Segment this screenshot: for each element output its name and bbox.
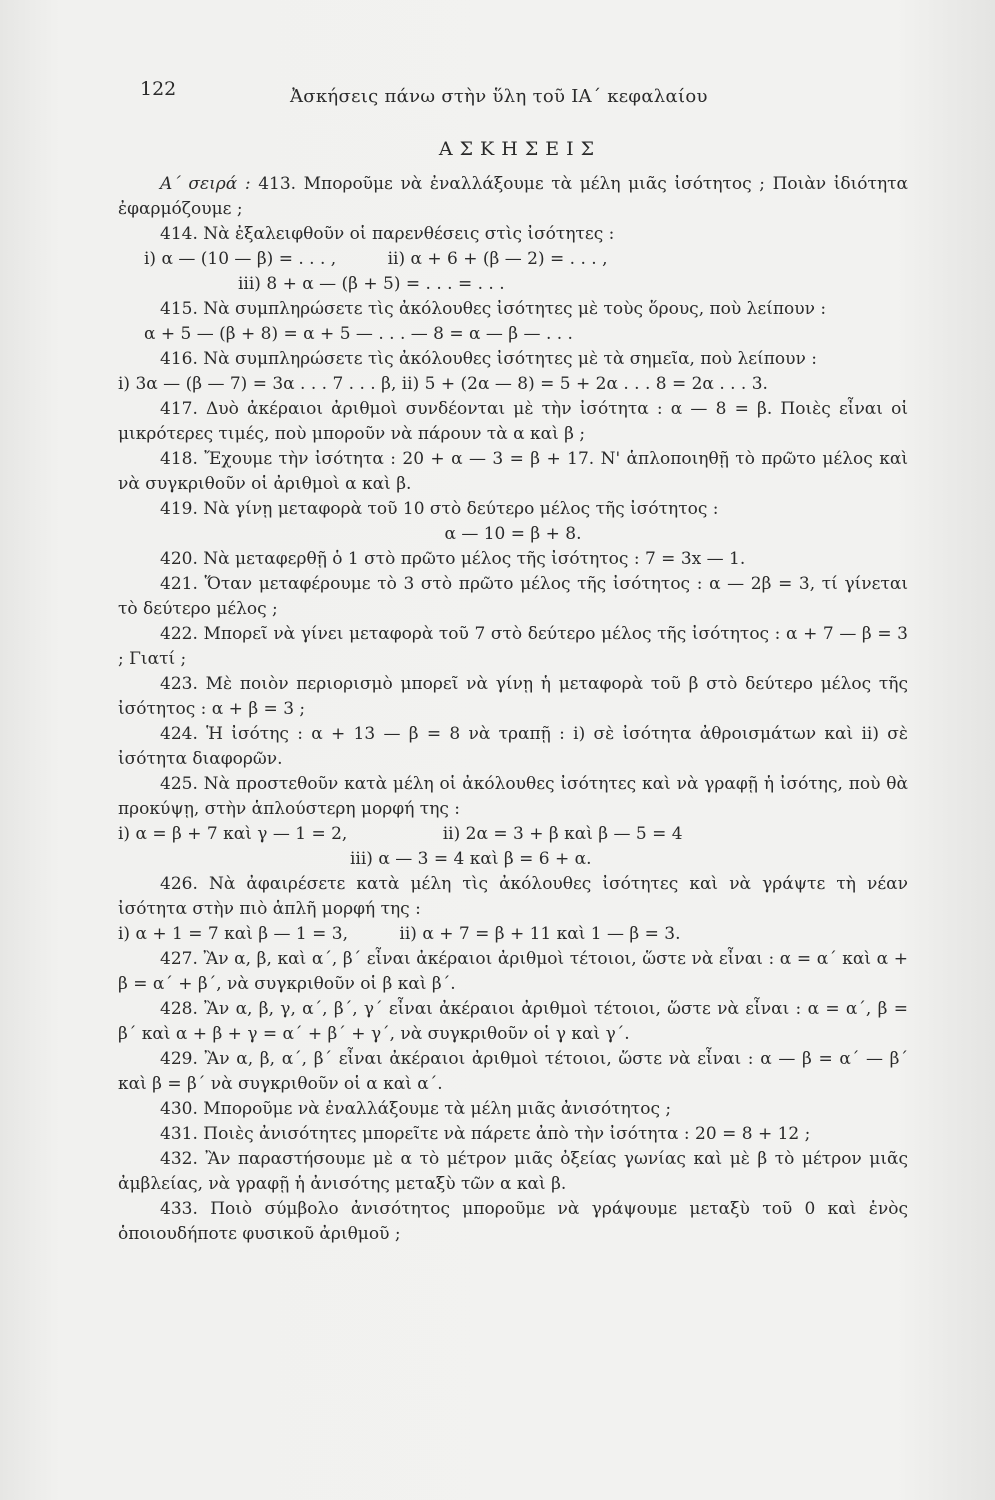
page-number: 122	[140, 78, 177, 100]
exercise-423: 423. Μὲ ποιὸν περιορισμὸ μπορεῖ νὰ γίνῃ ἡ μεταφορὰ τοῦ β στὸ δεύτερο μέλος τῆς ἰσότητος : α + β = 3 ;	[118, 674, 908, 719]
exercise-414: 414. Νὰ ἐξαλειφθοῦν οἱ παρενθέσεις στὶς ἰσότητες :	[160, 224, 615, 244]
series-label: Α΄ σειρά :	[160, 174, 251, 194]
exercise-426: 426. Νὰ ἀφαιρέσετε κατὰ μέλη τὶς ἀκόλουθες ἰσότητες καὶ νὰ γράψτε τὴ νέαν ἰσότητα στὴν πιὸ ἁπλῆ μορφή της :	[118, 874, 908, 919]
exercise-414-iii: iii) 8 + α — (β + 5) = . . . = . . .	[238, 274, 505, 294]
exercise-426-i: i) α + 1 = 7 καὶ β — 1 = 3,	[118, 924, 348, 944]
page-header	[118, 78, 918, 118]
exercise-429: 429. Ἂν α, β, α΄, β΄ εἶναι ἀκέραιοι ἀριθμοὶ τέτοιοι, ὥστε νὰ εἶναι : α — β = α΄ — β΄ καὶ β = β΄ νὰ συγκριθοῦν οἱ α καὶ α΄.	[118, 1049, 908, 1094]
exercise-433: 433. Ποιὸ σύμβολο ἀνισότητος μποροῦμε νὰ γράψουμε μεταξὺ τοῦ 0 καὶ ἑνὸς ὁποιουδήποτε φυσικοῦ ἀριθμοῦ ;	[118, 1199, 908, 1244]
exercise-425-parts	[118, 822, 908, 847]
exercise-425-ii: ii) 2α = 3 + β καὶ β — 5 = 4	[442, 824, 683, 844]
exercise-432: 432. Ἂν παραστήσουμε μὲ α τὸ μέτρον μιᾶς ὀξείας γωνίας καὶ μὲ β τὸ μέτρον μιᾶς ἀμβλείας, νὰ γραφῇ ἡ ἀνισότης μεταξὺ τῶν α καὶ β.	[118, 1149, 908, 1194]
exercise-425-i: i) α = β + 7 καὶ γ — 1 = 2,	[118, 824, 348, 844]
exercise-422: 422. Μπορεῖ νὰ γίνει μεταφορὰ τοῦ 7 στὸ δεύτερο μέλος τῆς ἰσότητος : α + 7 — β = 3 ; Γιατί ;	[118, 624, 908, 669]
exercise-418: 418. Ἔχουμε τὴν ἰσότητα : 20 + α — 3 = β + 17. Ν' ἁπλοποιηθῇ τὸ πρῶτο μέλος καὶ νὰ συγκριθοῦν οἱ ἀριθμοὶ α καὶ β.	[118, 449, 908, 494]
exercise-425-iii: iii) α — 3 = 4 καὶ β = 6 + α.	[350, 849, 592, 869]
exercise-426-parts	[118, 922, 908, 947]
exercise-416: 416. Νὰ συμπληρώσετε τὶς ἀκόλουθες ἰσότητες μὲ τὰ σημεῖα, ποὺ λείπουν :	[160, 349, 817, 369]
running-head: Ἀσκήσεις πάνω στὴν ὕλη τοῦ ΙΑ΄ κεφαλαίου	[290, 86, 708, 107]
exercise-430: 430. Μποροῦμε νὰ ἐναλλάξουμε τὰ μέλη μιᾶς ἀνισότητος ;	[160, 1099, 672, 1119]
exercise-426-ii: ii) α + 7 = β + 11 καὶ 1 — β = 3.	[399, 924, 681, 944]
exercise-415-equation: α + 5 — (β + 8) = α + 5 — . . . — 8 = α — β — . . .	[144, 324, 573, 344]
exercise-419: 419. Νὰ γίνῃ μεταφορὰ τοῦ 10 στὸ δεύτερο μέλος τῆς ἰσότητος :	[160, 499, 719, 519]
exercise-415: 415. Νὰ συμπληρώσετε τὶς ἀκόλουθες ἰσότητες μὲ τοὺς ὅρους, ποὺ λείπουν :	[160, 299, 827, 319]
exercise-420: 420. Νὰ μεταφερθῇ ὁ 1 στὸ πρῶτο μέλος τῆς ἰσότητος : 7 = 3x — 1.	[160, 549, 746, 569]
exercise-425: 425. Νὰ προστεθοῦν κατὰ μέλη οἱ ἀκόλουθες ἰσότητες καὶ νὰ γραφῇ ἡ ἰσότης, ποὺ θὰ προκύψῃ, στὴν ἁπλούστερη μορφή της :	[118, 774, 908, 819]
exercise-419-equation: α — 10 = β + 8.	[444, 524, 582, 544]
exercise-414-ii: ii) α + 6 + (β — 2) = . . . ,	[387, 249, 608, 269]
exercise-427: 427. Ἂν α, β, καὶ α΄, β΄ εἶναι ἀκέραιοι ἀριθμοὶ τέτοιοι, ὥστε νὰ εἶναι : α = α΄ καὶ α + β = α΄ + β΄, νὰ συγκριθοῦν οἱ β καὶ β΄.	[118, 949, 908, 994]
exercise-413	[118, 172, 908, 222]
exercise-text: 413. Μποροῦμε νὰ ἐναλλάξουμε τὰ μέλη μιᾶς ἰσότητος ; Ποιὰν ἰδιότητα ἐφαρμόζουμε ;	[118, 174, 909, 219]
exercise-414-parts	[118, 247, 908, 272]
exercise-431: 431. Ποιὲς ἀνισότητες μπορεῖτε νὰ πάρετε ἀπὸ τὴν ἰσότητα : 20 = 8 + 12 ;	[160, 1124, 811, 1144]
section-title: ΑΣΚΗΣΕΙΣ	[438, 138, 602, 160]
exercise-list	[118, 172, 908, 1247]
exercise-416-equation: i) 3α — (β — 7) = 3α . . . 7 . . . β, ii) 5 + (2α — 8) = 5 + 2α . . . 8 = 2α . . . 3.	[118, 374, 768, 394]
exercise-417: 417. Δυὸ ἀκέραιοι ἀριθμοὶ συνδέονται μὲ τὴν ἰσότητα : α — 8 = β. Ποιὲς εἶναι οἱ μικρότερες τιμές, ποὺ μποροῦν νὰ πάρουν τὰ α καὶ β ;	[118, 399, 908, 444]
exercise-428: 428. Ἂν α, β, γ, α΄, β΄, γ΄ εἶναι ἀκέραιοι ἀριθμοὶ τέτοιοι, ὥστε νὰ εἶναι : α = α΄, β = β΄ καὶ α + β + γ = α΄ + β΄ + γ΄, νὰ συγκριθοῦν οἱ γ καὶ γ΄.	[118, 999, 908, 1044]
exercise-421: 421. Ὅταν μεταφέρουμε τὸ 3 στὸ πρῶτο μέλος τῆς ἰσότητος : α — 2β = 3, τί γίνεται τὸ δεύτερο μέλος ;	[118, 574, 908, 619]
exercise-424: 424. Ἡ ἰσότης : α + 13 — β = 8 νὰ τραπῇ : i) σὲ ἰσότητα ἀθροισμάτων καὶ ii) σὲ ἰσότητα διαφορῶν.	[118, 724, 908, 769]
exercise-414-i: i) α — (10 — β) = . . . ,	[144, 249, 337, 269]
